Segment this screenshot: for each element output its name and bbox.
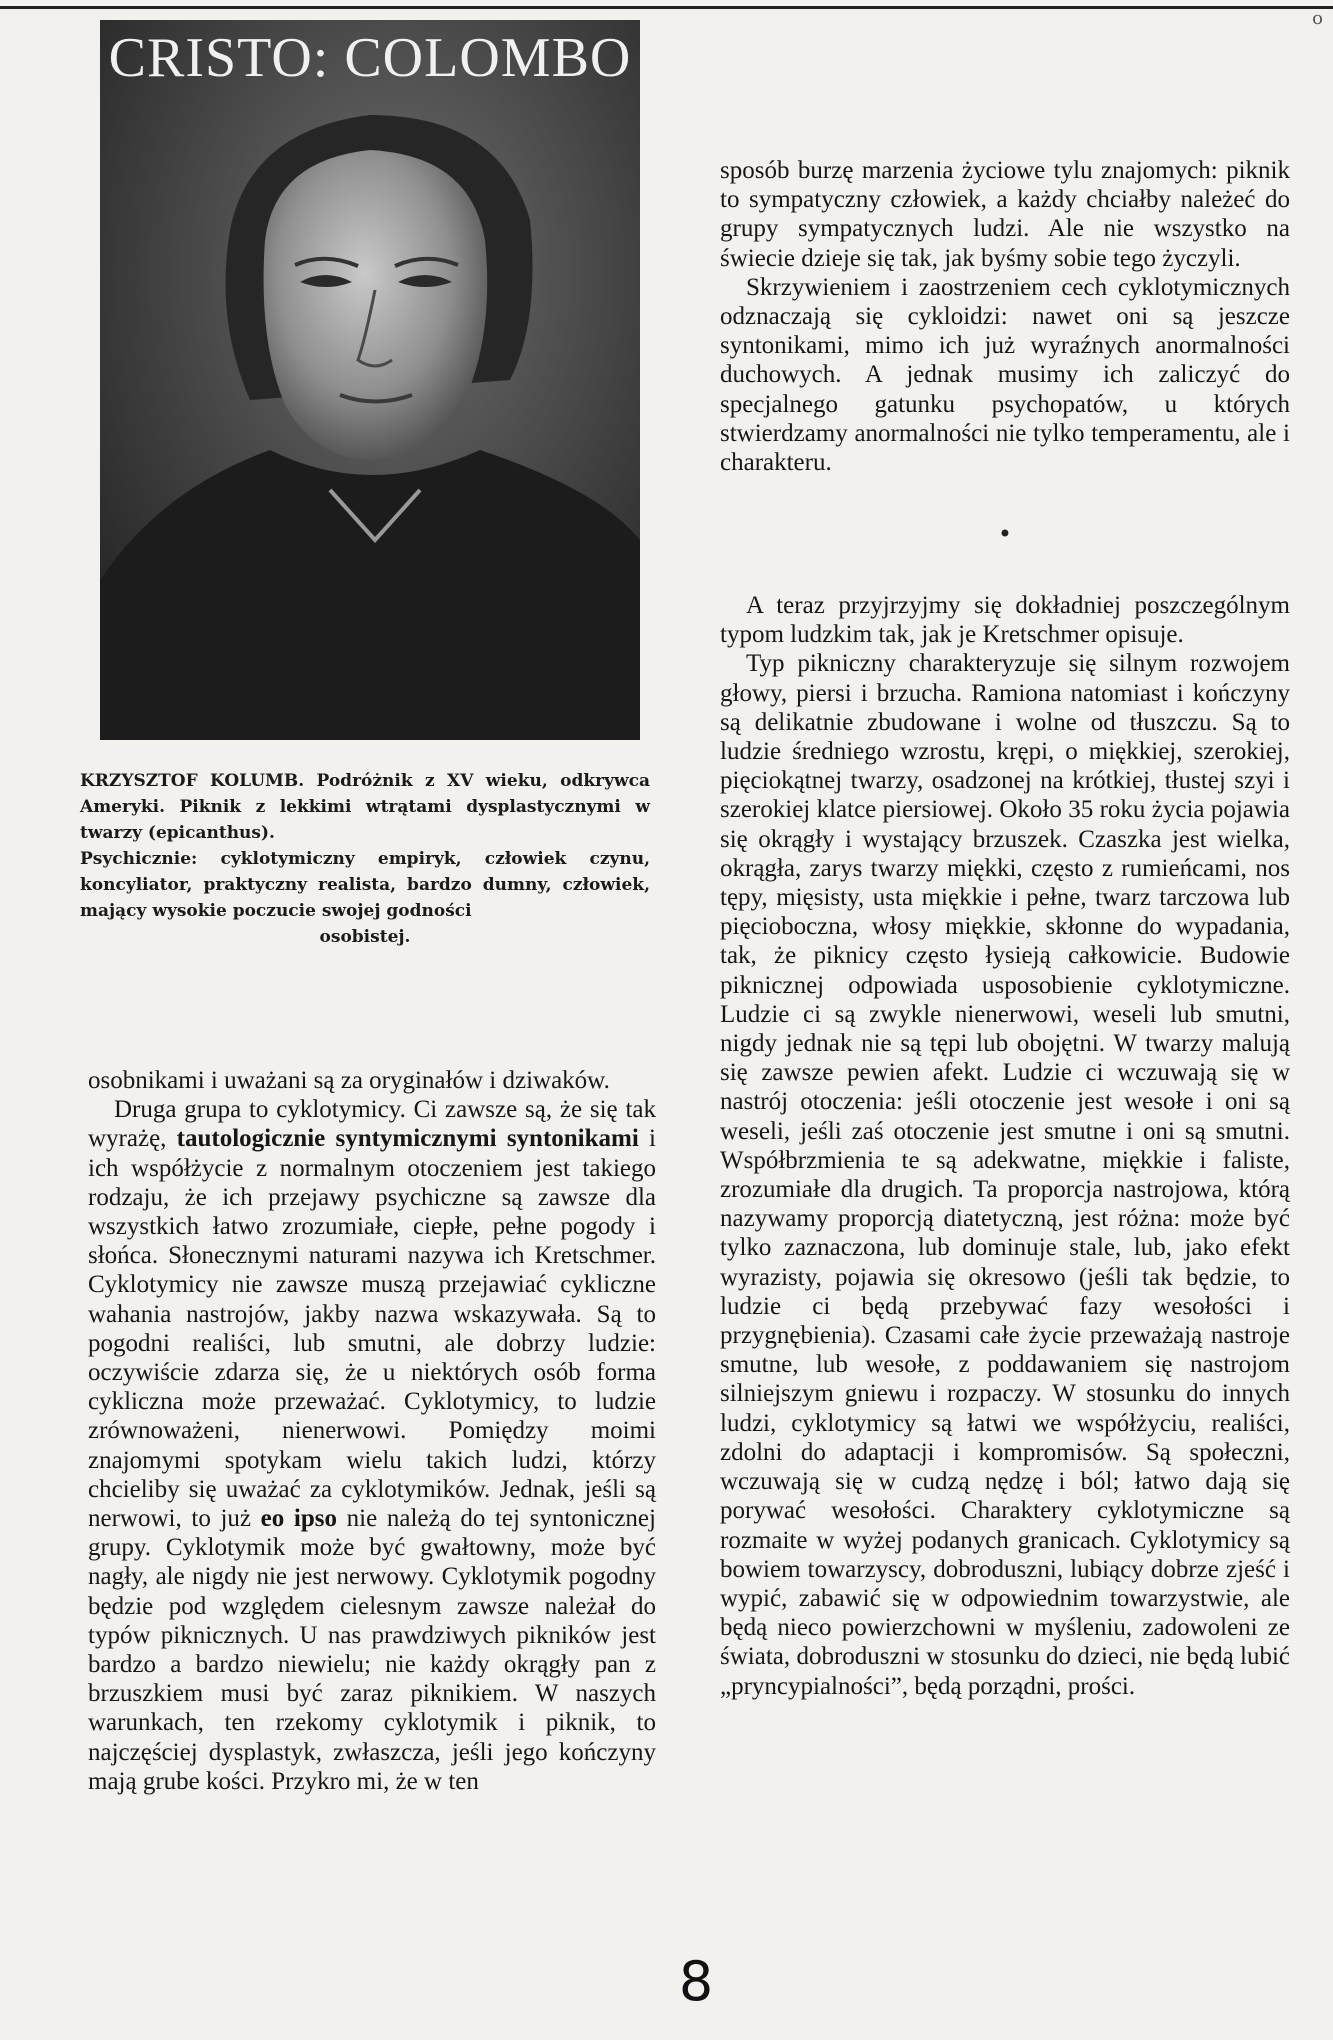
portrait-drawing [100, 20, 640, 740]
right-text-column-bottom [720, 591, 1290, 1701]
portrait-inscription: CRISTO: COLOMBO [108, 27, 632, 89]
left-text-column [88, 1066, 656, 1796]
caption-line-2: Psychicznie: cyklotymiczny empiryk, człowiek czynu, koncyliator, praktyczny realista, bardzo dumny, człowiek, mający wysokie poczucie swojej godności [80, 849, 650, 921]
right-bottom-paragraph-1: A teraz przyjrzyjmy się dokładniej poszczególnym typom ludzkim tak, jak je Kretschmer opisuje. [720, 592, 1290, 649]
caption-line-3: osobistej. [319, 927, 411, 947]
left-p2-bold-term: tautologicznie syntymicznymi syntonikami [176, 1125, 639, 1153]
page-number: 8 [678, 1950, 714, 2013]
right-bottom-paragraph-2: Typ pikniczny charakteryzuje się silnym rozwojem głowy, piersi i brzucha. Ramiona natomiast i kończyny są delikatnie zbudowane i wolne od tłuszczu. Są to ludzie średniego wzrostu, krępi, o miękkiej, szerokiej, pięciokątnej twarzy, osadzonej na krótkiej, tłustej szyi i szerokiej klatce piersiowej. Około 35 roku życia pojawia się okrągły i wystający brzuszek. Czaszka jest wielka, okrągła, zarys twarzy miękki, często z rumieńcami, nos tępy, mięsisty, usta miękkie i pełne, twarz tarczowa lub pięcioboczna, włosy miękkie, skłonne do wypadania, tak, że piknicy często łysieją całkowicie. Budowie piknicznej odpowiada usposobienie cyklotymiczne. Ludzie ci są zwykle nienerwowi, weseli lub smutni, nigdy jednak nie są tępi lub obojętni. W twarzy malują się zawsze pewien afekt. Ludzie ci wczuwają się w nastrój otoczenia: jeśli otoczenie jest wesołe i oni są weseli, jeśli zaś otoczenie jest smutne i oni są smutni. Współbrzmienia te są adekwatne, miękkie i faliste, zrozumiałe dla drugich. Ta proporcja nastrojowa, którą nazywamy proporcją diatetyczną, jest różna: może być tylko zaznaczona, lub dominuje stale, lub, jako efekt wyrazisty, pojawia się okresowo (jeśli tak będzie, to ludzie ci będą przebywać fazy wesołości i przygnębienia). Czasami całe życie przeważają nastroje smutne, lub wesołe, z poddawaniem się nastrojom silniejszym gniewu i rozpaczy. W stosunku do innych ludzi, cyklotymicy są łatwi we współżyciu, realiści, zdolni do adaptacji i kompromisów. Są społeczni, wczuwają się w cudzą nędzę i ból; łatwo dają się porywać wesołości. Charaktery cyklotymiczne są rozmaite w wyżej podanych granicach. Cyklotymicy są bowiem towarzyscy, dobroduszni, lubiący dobrze zjeść i wypić, zabawić się w odpowiednim towarzystwie, ale będą nieco powierzchowni w myśleniu, zadowoleni ze świata, dobroduszni w stosunku do dzieci, nie będą lubić „pryncypialności”, będą porządni, prości. [720, 650, 1290, 1700]
left-p2-text-c: nie należą do tej syntonicznej grupy. Cyklotymik może być gwałtowny, może być nagły, ale nigdy nie jest nerwowy. Cyklotymik pogodny będzie pod względem cielesnym zawsze należał do typów piknicznych. U nas prawdziwych pikników jest bardzo a bardzo niewielu; nie każdy okrągły pan z brzuszkiem musi być zaraz piknikiem. W naszych warunkach, ten rzekomy cyklotymik i piknik, to najczęściej dysplastyk, zwłaszcza, jeśli jego kończyny mają grube kości. Przykro mi, że w ten [88, 1505, 656, 1795]
left-p2-text-b: i ich współżycie z normalnym otoczeniem jest takiego rodzaju, że ich przejawy psychiczne są zawsze dla wszystkich łatwo zrozumiałe, ciepłe, pełne pogody i słońca. Słonecznymi naturami nazywa ich Kretschmer. Cyklotymicy nie zawsze muszą przejawiać cykliczne wahania nastrojów, jakby nazwa wskazywała. Są to pogodni realiści, lub smutni, ale dobrzy ludzie: oczywiście zdarza się, że u niektórych osób forma cykliczna może przeważać. Cyklotymicy, to ludzie zrównoważeni, nienerwowi. Pomiędzy moimi znajomymi spotykam wielu takich ludzi, którzy chcieliby się uważać za cyklotymików. Jednak, jeśli są nerwowi, to już [88, 1125, 656, 1533]
right-top-paragraph-2: Skrzywieniem i zaostrzeniem cech cyklotymicznych odznaczają się cykloidzi: nawet oni są jeszcze syntonikami, mimo ich już wyraźnych anormalności duchowych. A jednak musimy ich zaliczyć do specjalnego gatunku psychopatów, u których stwierdzamy anormalności nie tylko temperamentu, ale i charakteru. [720, 273, 1290, 477]
left-paragraph-1: osobnikami i uważani są za oryginałów i dziwaków. [88, 1067, 610, 1094]
left-p2-text-a: Druga grupa to cyklotymicy. Ci zawsze są, że się tak wyrażę, [88, 1096, 656, 1153]
left-paragraph-2 [88, 1095, 656, 1796]
top-border-rule [0, 6, 1333, 9]
portrait-face [264, 150, 488, 460]
right-text-column-top [720, 156, 1290, 477]
left-p2-bold-latin: eo ipso [260, 1505, 337, 1533]
section-separator: • [997, 520, 1013, 548]
corner-mark: o [1312, 8, 1323, 29]
caption-line-1: KRZYSZTOF KOLUMB. Podróżnik z XV wieku, odkrywca Ameryki. Piknik z lekkimi wtrątami dysplastycznymi w twarzy (epicanthus). [80, 771, 650, 843]
right-top-paragraph-1: sposób burzę marzenia życiowe tylu znajomych: piknik to sympatyczny człowiek, a każdy chciałby należeć do grupy sympatycznych ludzi. Ale nie wszystko na świecie dzieje się tak, jak byśmy sobie tego życzyli. [720, 157, 1290, 272]
portrait-caption [80, 768, 650, 950]
portrait-image [100, 20, 640, 740]
